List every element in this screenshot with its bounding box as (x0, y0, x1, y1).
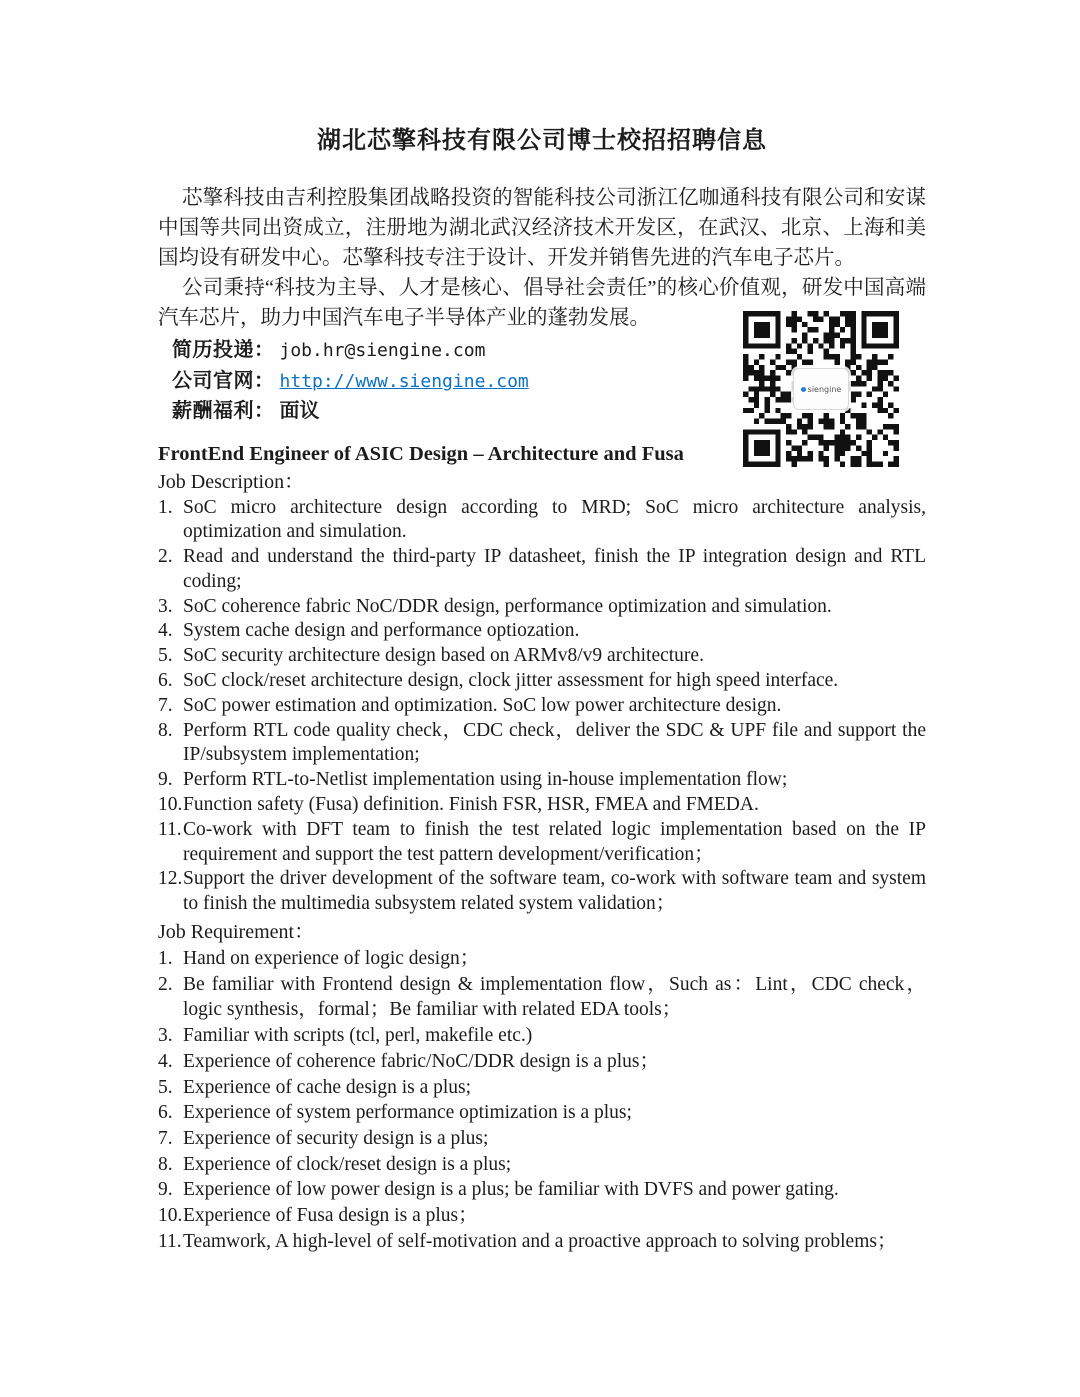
list-item (158, 694, 926, 719)
job-requirement-list (158, 946, 926, 1254)
list-item-number: 7. (158, 694, 173, 716)
list-item (158, 545, 926, 595)
list-item-text: SoC coherence fabric NoC/DDR design, performance optimization and simulation. (183, 595, 832, 617)
list-item-number: 5. (158, 645, 173, 667)
list-item-number: 8. (158, 719, 173, 741)
job-requirement-heading: Job Requirement： (158, 921, 315, 944)
resume-email: job.hr@siengine.com (279, 340, 486, 361)
list-item (158, 1126, 926, 1152)
qr-center-logo (793, 368, 849, 410)
list-item-number: 10. (158, 794, 183, 816)
list-item-text: Teamwork, A high-level of self-motivation and a proactive approach to solving problems； (183, 1230, 897, 1252)
list-item (158, 972, 926, 1023)
list-item-text: SoC security architecture design based on ARMv8/v9 architecture. (183, 645, 704, 667)
list-item-number: 4. (158, 1050, 173, 1072)
list-item-text: Experience of system performance optimization is a plus; (183, 1102, 632, 1124)
list-item-number: 3. (158, 595, 173, 617)
list-item-number: 11. (158, 1230, 182, 1252)
list-item (158, 1023, 926, 1049)
list-item-text: Hand on experience of logic design； (183, 948, 480, 970)
list-item-text: Experience of clock/reset design is a plus; (183, 1153, 512, 1175)
list-item (158, 946, 926, 972)
list-item-text: System cache design and performance optiozation. (183, 620, 580, 642)
intro-paragraph-2: 公司秉持“科技为主导、人才是核心、倡导社会责任”的核心价值观，研发中国高端汽车芯片，助力中国汽车电子半导体产业的蓬勃发展。 (158, 277, 926, 329)
list-item-number: 2. (158, 546, 173, 568)
resume-label: 简历投递： (172, 337, 275, 361)
list-item-number: 12. (158, 868, 183, 890)
qr-logo-text: siengine (807, 384, 842, 394)
list-item-number: 9. (158, 1179, 173, 1201)
list-item-text: Read and understand the third-party IP datasheet, finish the IP integration design and RTL coding; (183, 546, 926, 592)
list-item-number: 5. (158, 1076, 173, 1098)
list-item (158, 496, 926, 546)
list-item (158, 793, 926, 818)
job-title: FrontEnd Engineer of ASIC Design – Architecture and Fusa (158, 442, 684, 465)
list-item-text: Experience of cache design is a plus; (183, 1076, 472, 1098)
list-item-text: Experience of coherence fabric/NoC/DDR design is a plus； (183, 1050, 659, 1072)
job-description-heading: Job Description： (158, 470, 305, 493)
list-item-text: Perform RTL code quality check，CDC check，deliver the SDC & UPF file and support the IP/subsystem implementation; (183, 719, 926, 766)
website-link[interactable]: http://www.siengine.com (279, 370, 529, 392)
list-item-text: SoC micro architecture design according to MRD; SoC micro architecture analysis, optimization and simulation. (183, 496, 926, 543)
list-item-text: SoC clock/reset architecture design, clock jitter assessment for high speed interface. (183, 670, 839, 692)
job-description-list (158, 496, 926, 918)
list-item (158, 1049, 926, 1075)
list-item-number: 2. (158, 973, 173, 995)
intro-paragraph-1: 芯擎科技由吉利控股集团战略投资的智能科技公司浙江亿咖通科技有限公司和安谋中国等共同出资成立，注册地为湖北武汉经济技术开发区，在武汉、北京、上海和美国均设有研发中心。芯擎科技专注于设计、开发并销售先进的汽车电子芯片。 (158, 187, 926, 269)
list-item-text: Experience of Fusa design is a plus； (183, 1205, 478, 1227)
list-item-number: 7. (158, 1127, 173, 1149)
list-item-number: 6. (158, 670, 173, 692)
list-item (158, 1177, 926, 1203)
list-item (158, 1152, 926, 1178)
list-item-text: Perform RTL-to-Netlist implementation using in-house implementation flow; (183, 769, 788, 791)
list-item-number: 11. (158, 818, 182, 840)
list-item-number: 9. (158, 769, 173, 791)
salary-label: 薪酬福利： (172, 398, 275, 422)
salary-value: 面议 (279, 398, 320, 422)
qr-logo-dot-icon (801, 387, 806, 392)
list-item (158, 1203, 926, 1229)
list-item-text: Be familiar with Frontend design & implementation flow，Such as：Lint，CDC check，logic synthesis，formal；Be familiar with related EDA tools； (183, 973, 926, 1021)
list-item (158, 719, 926, 769)
list-item-text: Familiar with scripts (tcl, perl, makefile etc.) (183, 1025, 533, 1047)
list-item-number: 1. (158, 948, 173, 970)
list-item (158, 768, 926, 793)
document-title: 湖北芯擎科技有限公司博士校招招聘信息 (317, 128, 767, 154)
list-item-number: 10. (158, 1205, 183, 1227)
list-item-number: 4. (158, 620, 173, 642)
list-item-number: 6. (158, 1102, 173, 1124)
list-item-text: Experience of security design is a plus; (183, 1127, 489, 1149)
qr-code (743, 311, 899, 467)
list-item-number: 8. (158, 1153, 173, 1175)
list-item (158, 595, 926, 620)
list-item-text: Support the driver development of the software team, co-work with software team and system to finish the multimedia subsystem related system validation； (183, 868, 926, 915)
list-item (158, 1100, 926, 1126)
list-item-text: SoC power estimation and optimization. SoC low power architecture design. (183, 694, 782, 716)
list-item (158, 619, 926, 644)
list-item (158, 867, 926, 917)
list-item (158, 1229, 926, 1255)
list-item-number: 1. (158, 496, 173, 518)
list-item (158, 669, 926, 694)
list-item (158, 644, 926, 669)
list-item-text: Experience of low power design is a plus; be familiar with DVFS and power gating. (183, 1179, 839, 1201)
list-item-number: 3. (158, 1025, 173, 1047)
list-item (158, 1075, 926, 1101)
website-label: 公司官网： (172, 367, 275, 392)
list-item-text: Co-work with DFT team to finish the test related logic implementation based on the IP requirement and support the test pattern development/verification； (183, 818, 926, 865)
list-item (158, 818, 926, 868)
list-item-text: Function safety (Fusa) definition. Finish FSR, HSR, FMEA and FMEDA. (183, 794, 759, 816)
